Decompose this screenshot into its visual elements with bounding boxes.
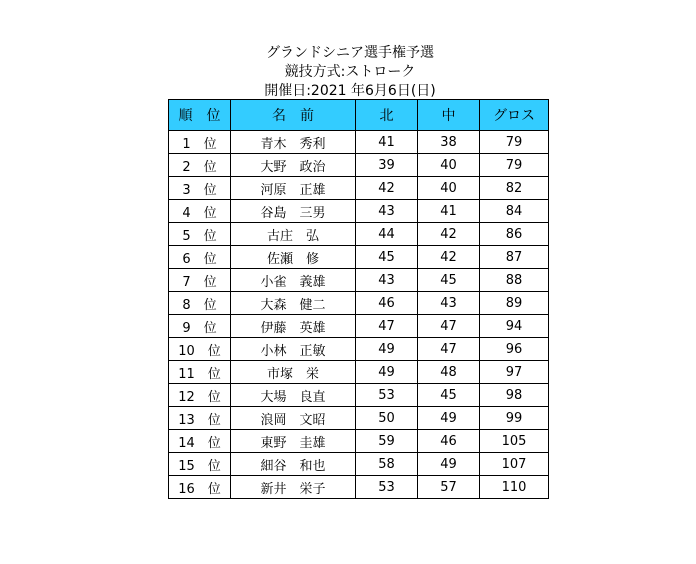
header-name: 名 前 xyxy=(231,100,356,131)
gross-score-cell: 89 xyxy=(480,292,549,315)
rank-cell: 8 位 xyxy=(169,292,231,315)
rank-cell: 10 位 xyxy=(169,338,231,361)
middle-score-cell: 45 xyxy=(418,384,480,407)
middle-score-cell: 49 xyxy=(418,407,480,430)
rank-cell: 1 位 xyxy=(169,131,231,154)
north-score-cell: 43 xyxy=(356,269,418,292)
middle-score-cell: 42 xyxy=(418,246,480,269)
player-name-cell: 小林 正敏 xyxy=(231,338,356,361)
player-name-cell: 市塚 栄 xyxy=(231,361,356,384)
rank-cell: 7 位 xyxy=(169,269,231,292)
header-gross: グロス xyxy=(480,100,549,131)
middle-score-cell: 42 xyxy=(418,223,480,246)
gross-score-cell: 84 xyxy=(480,200,549,223)
table-row xyxy=(169,131,549,154)
player-name-cell: 浪岡 文昭 xyxy=(231,407,356,430)
north-score-cell: 53 xyxy=(356,384,418,407)
player-name-cell: 青木 秀利 xyxy=(231,131,356,154)
header-row xyxy=(169,100,549,131)
table-row xyxy=(169,200,549,223)
player-name-cell: 細谷 和也 xyxy=(231,453,356,476)
north-score-cell: 49 xyxy=(356,361,418,384)
player-name-cell: 東野 圭雄 xyxy=(231,430,356,453)
player-name-cell: 大野 政治 xyxy=(231,154,356,177)
middle-score-cell: 49 xyxy=(418,453,480,476)
table-row xyxy=(169,269,549,292)
middle-score-cell: 57 xyxy=(418,476,480,499)
player-name-cell: 大森 健二 xyxy=(231,292,356,315)
rank-cell: 9 位 xyxy=(169,315,231,338)
north-score-cell: 45 xyxy=(356,246,418,269)
gross-score-cell: 96 xyxy=(480,338,549,361)
gross-score-cell: 88 xyxy=(480,269,549,292)
middle-score-cell: 38 xyxy=(418,131,480,154)
gross-score-cell: 79 xyxy=(480,154,549,177)
header-north: 北 xyxy=(356,100,418,131)
rank-cell: 16 位 xyxy=(169,476,231,499)
rank-cell: 12 位 xyxy=(169,384,231,407)
player-name-cell: 新井 栄子 xyxy=(231,476,356,499)
gross-score-cell: 98 xyxy=(480,384,549,407)
gross-score-cell: 79 xyxy=(480,131,549,154)
rank-cell: 3 位 xyxy=(169,177,231,200)
gross-score-cell: 99 xyxy=(480,407,549,430)
player-name-cell: 小雀 義雄 xyxy=(231,269,356,292)
competition-format: 競技方式:ストローク xyxy=(284,64,416,80)
table-row xyxy=(169,338,549,361)
gross-score-cell: 87 xyxy=(480,246,549,269)
middle-score-cell: 40 xyxy=(418,177,480,200)
header-middle: 中 xyxy=(418,100,480,131)
middle-score-cell: 47 xyxy=(418,338,480,361)
rank-cell: 14 位 xyxy=(169,430,231,453)
table-row xyxy=(169,315,549,338)
gross-score-cell: 107 xyxy=(480,453,549,476)
gross-score-cell: 97 xyxy=(480,361,549,384)
north-score-cell: 41 xyxy=(356,131,418,154)
middle-score-cell: 46 xyxy=(418,430,480,453)
player-name-cell: 古庄 弘 xyxy=(231,223,356,246)
table-row xyxy=(169,407,549,430)
north-score-cell: 59 xyxy=(356,430,418,453)
table-row xyxy=(169,246,549,269)
tournament-title: グランドシニア選手権予選 xyxy=(266,45,434,61)
table-row xyxy=(169,430,549,453)
table-row xyxy=(169,223,549,246)
north-score-cell: 39 xyxy=(356,154,418,177)
north-score-cell: 46 xyxy=(356,292,418,315)
north-score-cell: 43 xyxy=(356,200,418,223)
player-name-cell: 佐瀬 修 xyxy=(231,246,356,269)
middle-score-cell: 48 xyxy=(418,361,480,384)
north-score-cell: 47 xyxy=(356,315,418,338)
table-row xyxy=(169,476,549,499)
north-score-cell: 44 xyxy=(356,223,418,246)
table-row xyxy=(169,154,549,177)
results-table xyxy=(168,99,549,499)
event-date: 開催日:2021 年6月6日(日) xyxy=(264,83,436,99)
north-score-cell: 53 xyxy=(356,476,418,499)
gross-score-cell: 94 xyxy=(480,315,549,338)
gross-score-cell: 110 xyxy=(480,476,549,499)
table-row xyxy=(169,177,549,200)
table-row xyxy=(169,292,549,315)
gross-score-cell: 86 xyxy=(480,223,549,246)
middle-score-cell: 47 xyxy=(418,315,480,338)
north-score-cell: 42 xyxy=(356,177,418,200)
table-row xyxy=(169,453,549,476)
north-score-cell: 50 xyxy=(356,407,418,430)
rank-cell: 6 位 xyxy=(169,246,231,269)
gross-score-cell: 82 xyxy=(480,177,549,200)
rank-cell: 5 位 xyxy=(169,223,231,246)
rank-cell: 15 位 xyxy=(169,453,231,476)
player-name-cell: 大場 良直 xyxy=(231,384,356,407)
rank-cell: 11 位 xyxy=(169,361,231,384)
rank-cell: 2 位 xyxy=(169,154,231,177)
middle-score-cell: 41 xyxy=(418,200,480,223)
player-name-cell: 伊藤 英雄 xyxy=(231,315,356,338)
player-name-cell: 河原 正雄 xyxy=(231,177,356,200)
north-score-cell: 58 xyxy=(356,453,418,476)
rank-cell: 13 位 xyxy=(169,407,231,430)
table-row xyxy=(169,384,549,407)
middle-score-cell: 45 xyxy=(418,269,480,292)
middle-score-cell: 40 xyxy=(418,154,480,177)
middle-score-cell: 43 xyxy=(418,292,480,315)
player-name-cell: 谷島 三男 xyxy=(231,200,356,223)
table-row xyxy=(169,361,549,384)
document-title-block xyxy=(168,44,532,101)
north-score-cell: 49 xyxy=(356,338,418,361)
gross-score-cell: 105 xyxy=(480,430,549,453)
header-rank: 順 位 xyxy=(169,100,231,131)
rank-cell: 4 位 xyxy=(169,200,231,223)
